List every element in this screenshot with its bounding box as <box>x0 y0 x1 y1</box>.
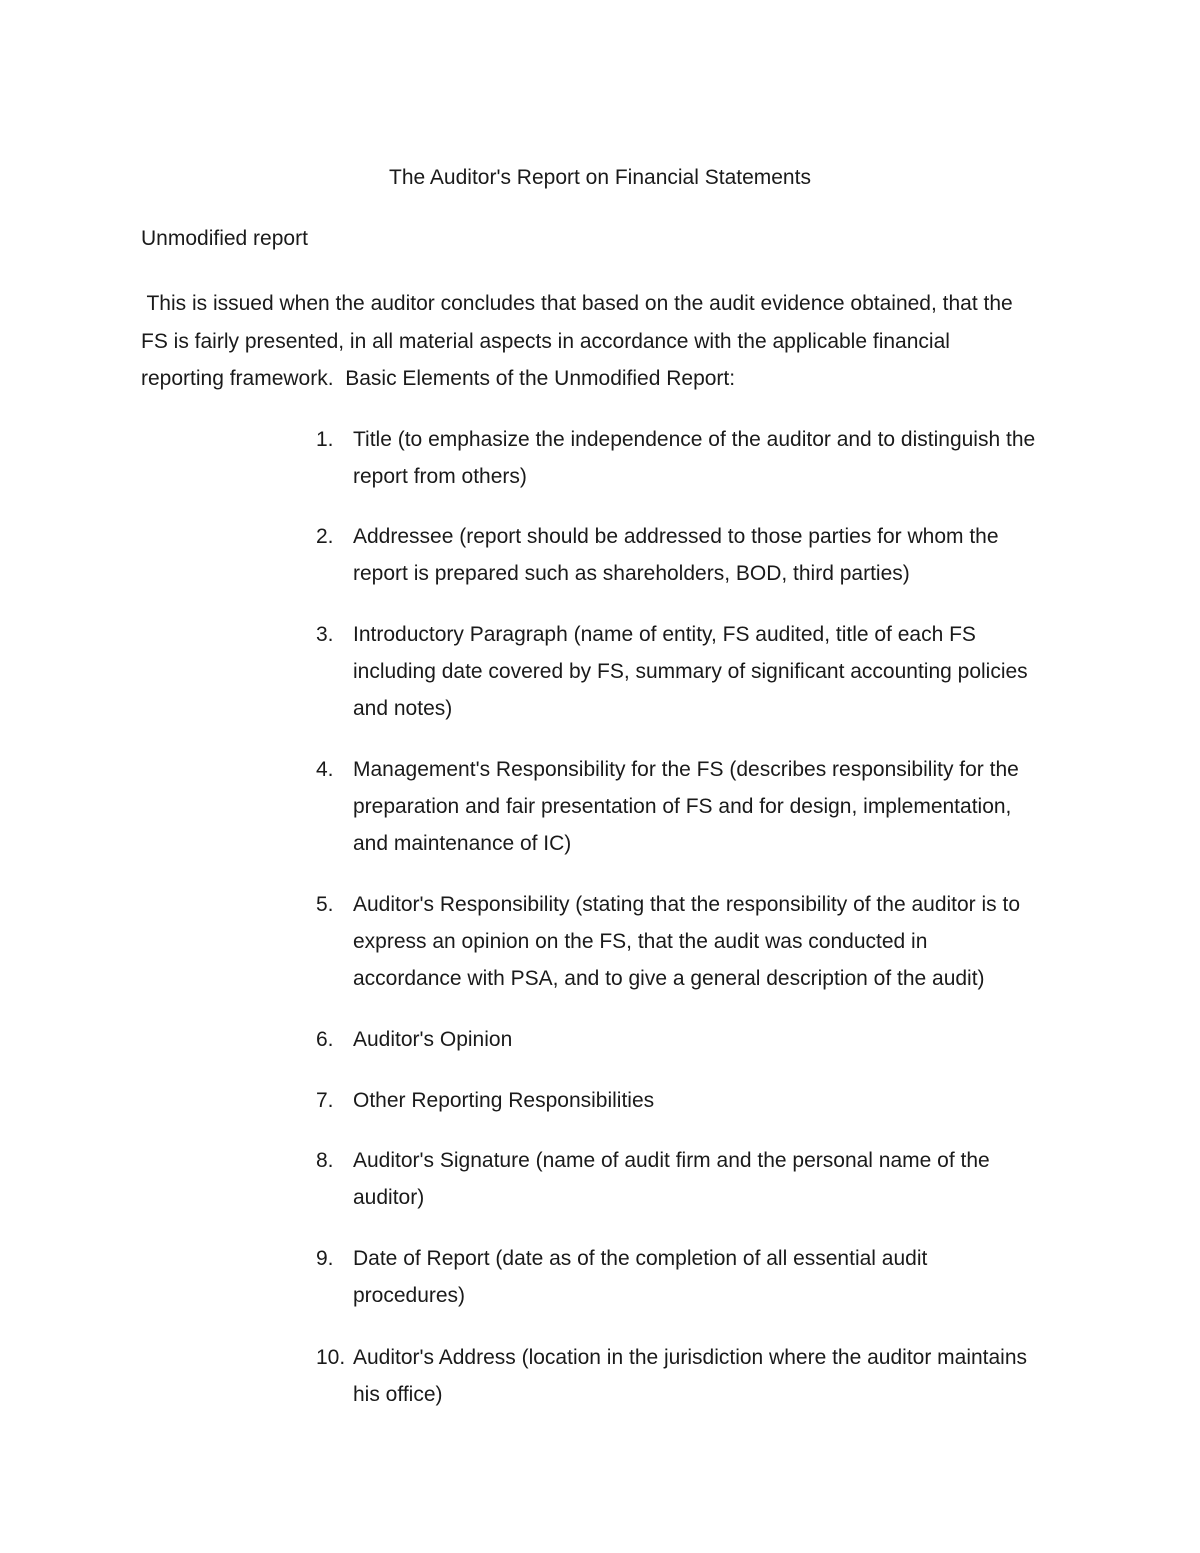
list-item-line: Other Reporting Responsibilities <box>353 1089 655 1112</box>
intro-line: This is issued when the auditor concludes that based on the audit evidence obtained, that the <box>141 292 1013 315</box>
list-item <box>316 1240 1076 1314</box>
list-item <box>316 616 1076 727</box>
document-title: The Auditor's Report on Financial Statements <box>389 166 811 189</box>
list-item-line: Auditor's Responsibility (stating that the responsibility of the auditor is to <box>353 893 1021 916</box>
list-item-number: 8. <box>316 1149 334 1172</box>
list-item-line: Auditor's Signature (name of audit firm and the personal name of the <box>353 1149 990 1172</box>
list-item-line: and notes) <box>353 697 453 720</box>
list-item-number: 10. <box>316 1346 346 1369</box>
list-item <box>316 751 1076 862</box>
list-item-text <box>353 518 1076 592</box>
list-item-text <box>353 1240 1076 1314</box>
list-item-line: preparation and fair presentation of FS and for design, implementation, <box>353 795 1012 818</box>
list-item-number: 1. <box>316 428 334 451</box>
list-item-number: 7. <box>316 1089 334 1112</box>
list-item-line: Management's Responsibility for the FS (describes responsibility for the <box>353 758 1019 781</box>
list-item-line: including date covered by FS, summary of significant accounting policies <box>353 660 1028 683</box>
section-heading: Unmodified report <box>141 227 308 250</box>
list-item-line: Introductory Paragraph (name of entity, FS audited, title of each FS <box>353 623 976 646</box>
list-item <box>316 421 1076 495</box>
list-item <box>316 1142 1076 1216</box>
list-item-line: report from others) <box>353 465 527 488</box>
list-item-number: 6. <box>316 1028 334 1051</box>
list-item-number: 2. <box>316 525 334 548</box>
list-item-number: 4. <box>316 758 334 781</box>
list-item-line: Title (to emphasize the independence of the auditor and to distinguish the <box>353 428 1036 451</box>
list-item <box>316 1339 1076 1413</box>
list-item-number: 3. <box>316 623 334 646</box>
list-item-number: 5. <box>316 893 334 916</box>
list-item-text <box>353 751 1076 862</box>
list-item-text <box>353 1082 1076 1119</box>
list-item-text <box>353 1142 1076 1216</box>
list-item-line: Date of Report (date as of the completion of all essential audit <box>353 1247 928 1270</box>
list-item-line: and maintenance of IC) <box>353 832 572 855</box>
list-item-text <box>353 1339 1076 1413</box>
list-item-line: auditor) <box>353 1186 425 1209</box>
list-item-text <box>353 886 1076 997</box>
list-item-line: his office) <box>353 1383 443 1406</box>
list-item <box>316 1021 1076 1058</box>
list-item-line: report is prepared such as shareholders, BOD, third parties) <box>353 562 910 585</box>
list-item-line: express an opinion on the FS, that the audit was conducted in <box>353 930 928 953</box>
list-item <box>316 1082 1076 1119</box>
list-item-text <box>353 1021 1076 1058</box>
list-item-line: Auditor's Address (location in the jurisdiction where the auditor maintains <box>353 1346 1028 1369</box>
list-item <box>316 886 1076 997</box>
list-item-line: Addressee (report should be addressed to those parties for whom the <box>353 525 999 548</box>
list-item-text <box>353 616 1076 727</box>
intro-line: reporting framework. Basic Elements of the Unmodified Report: <box>141 367 736 390</box>
list-item-text <box>353 421 1076 495</box>
list-item <box>316 518 1076 592</box>
list-item-line: Auditor's Opinion <box>353 1028 513 1051</box>
intro-paragraph <box>141 285 1061 398</box>
list-item-line: accordance with PSA, and to give a general description of the audit) <box>353 967 985 990</box>
list-item-number: 9. <box>316 1247 334 1270</box>
list-item-line: procedures) <box>353 1284 466 1307</box>
intro-line: FS is fairly presented, in all material aspects in accordance with the applicable financial <box>141 329 950 353</box>
